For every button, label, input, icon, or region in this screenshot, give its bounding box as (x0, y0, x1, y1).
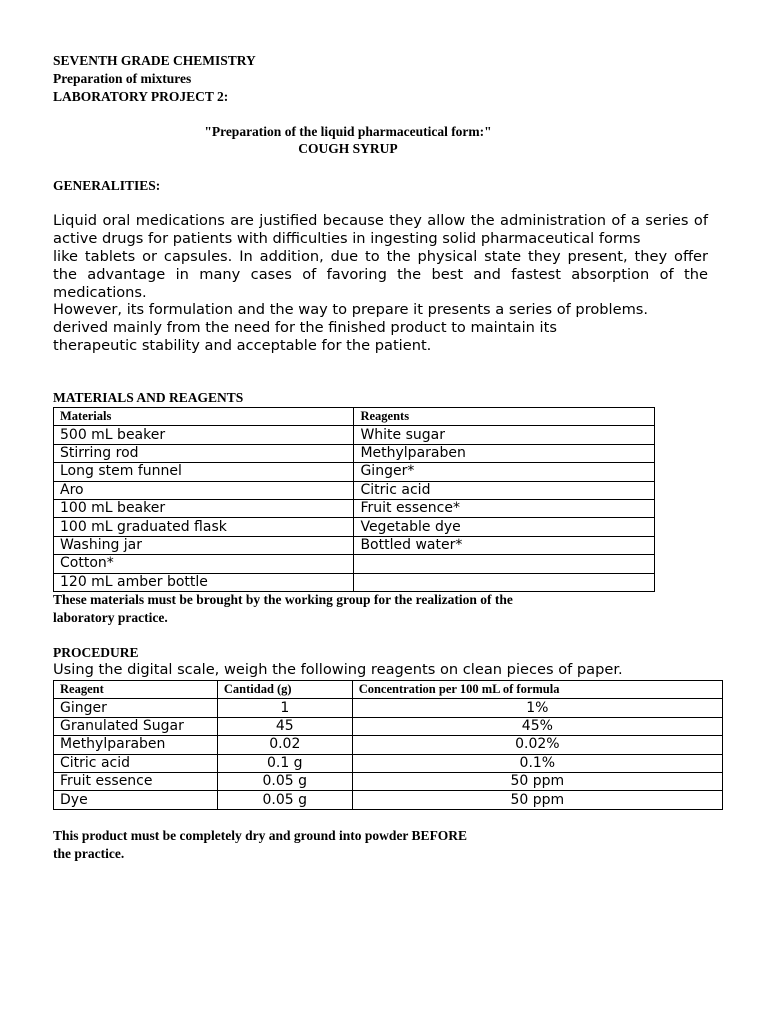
reagent-cell: Bottled water* (354, 536, 655, 554)
reagent-cell (354, 555, 655, 573)
reagent-cell: Citric acid (354, 481, 655, 499)
materials-note-continued: laboratory practice. (53, 610, 168, 625)
reagent-cell: White sugar (354, 426, 655, 444)
quantity-cell: 45 (217, 717, 352, 735)
column-header: Reagents (354, 408, 655, 426)
procedure-table (53, 680, 723, 810)
table-header-row (54, 408, 655, 426)
reagent-cell: Methylparaben (54, 736, 218, 754)
generalities-heading: GENERALITIES: (53, 178, 161, 193)
concentration-cell: 45% (352, 717, 722, 735)
reagent-cell: Fruit essence (54, 772, 218, 790)
table-row (54, 499, 655, 517)
column-header: Reagent (54, 681, 218, 699)
quantity-cell: 0.05 g (217, 772, 352, 790)
document-title: "Preparation of the liquid pharmaceutical form:" (204, 124, 492, 139)
reagent-cell: Vegetable dye (354, 518, 655, 536)
material-cell: Long stem funnel (54, 463, 354, 481)
reagent-cell: Citric acid (54, 754, 218, 772)
column-header: Cantidad (g) (217, 681, 352, 699)
table-row (54, 555, 655, 573)
table-row (54, 772, 723, 790)
concentration-cell: 0.02% (352, 736, 722, 754)
project-label: LABORATORY PROJECT 2: (53, 89, 229, 104)
reagent-cell: Methylparaben (354, 444, 655, 462)
column-header: Concentration per 100 mL of formula (352, 681, 722, 699)
paragraph-line: However, its formulation and the way to prepare it presents a series of problems. (53, 301, 649, 319)
table-row (54, 426, 655, 444)
reagent-cell: Ginger (54, 699, 218, 717)
material-cell: 120 mL amber bottle (54, 573, 354, 591)
concentration-cell: 50 ppm (352, 772, 722, 790)
paragraph-line: therapeutic stability and acceptable for the patient. (53, 337, 432, 355)
column-header: Materials (54, 408, 354, 426)
material-cell: 500 mL beaker (54, 426, 354, 444)
table-row (54, 754, 723, 772)
materials-note: These materials must be brought by the working group for the realization of the (53, 592, 513, 607)
table-row (54, 463, 655, 481)
quantity-cell: 0.05 g (217, 791, 352, 809)
quantity-cell: 0.1 g (217, 754, 352, 772)
table-row (54, 573, 655, 591)
material-cell: Aro (54, 481, 354, 499)
paragraph-line: Liquid oral medications are justified because they allow the administration of a series of (53, 212, 708, 229)
table-row (54, 717, 723, 735)
reagent-cell: Ginger* (354, 463, 655, 481)
course-title: SEVENTH GRADE CHEMISTRY (53, 53, 256, 68)
quantity-cell: 1 (217, 699, 352, 717)
materials-heading: MATERIALS AND REAGENTS (53, 390, 244, 405)
paragraph-line: active drugs for patients with difficulties in ingesting solid pharmaceutical forms (53, 229, 641, 247)
reagent-cell: Dye (54, 791, 218, 809)
reagent-cell (354, 573, 655, 591)
material-cell: 100 mL graduated flask (54, 518, 354, 536)
material-cell: 100 mL beaker (54, 499, 354, 517)
concentration-cell: 50 ppm (352, 791, 722, 809)
materials-table (53, 407, 655, 592)
paragraph-line: derived mainly from the need for the finished product to maintain its (53, 319, 557, 337)
procedure-heading: PROCEDURE (53, 645, 139, 660)
table-row (54, 791, 723, 809)
table-row (54, 536, 655, 554)
table-header-row (54, 681, 723, 699)
material-cell: Cotton* (54, 555, 354, 573)
quantity-cell: 0.02 (217, 736, 352, 754)
generalities-paragraph (53, 212, 708, 355)
paragraph-line: medications. (53, 283, 147, 301)
table-row (54, 699, 723, 717)
table-row (54, 518, 655, 536)
procedure-note: This product must be completely dry and ground into powder BEFORE (53, 828, 468, 843)
reagent-cell: Fruit essence* (354, 499, 655, 517)
concentration-cell: 0.1% (352, 754, 722, 772)
table-row (54, 481, 655, 499)
concentration-cell: 1% (352, 699, 722, 717)
table-row (54, 444, 655, 462)
material-cell: Washing jar (54, 536, 354, 554)
paragraph-line: like tablets or capsules. In addition, due to the physical state they present, they offer (53, 247, 708, 265)
course-subtitle: Preparation of mixtures (53, 71, 192, 86)
paragraph-line: the advantage in many cases of favoring the best and fastest absorption of the (53, 265, 708, 283)
document-subtitle: COUGH SYRUP (298, 141, 398, 156)
procedure-intro: Using the digital scale, weigh the following reagents on clean pieces of paper. (53, 661, 623, 678)
reagent-cell: Granulated Sugar (54, 717, 218, 735)
table-row (54, 736, 723, 754)
procedure-note-continued: the practice. (53, 846, 125, 861)
material-cell: Stirring rod (54, 444, 354, 462)
